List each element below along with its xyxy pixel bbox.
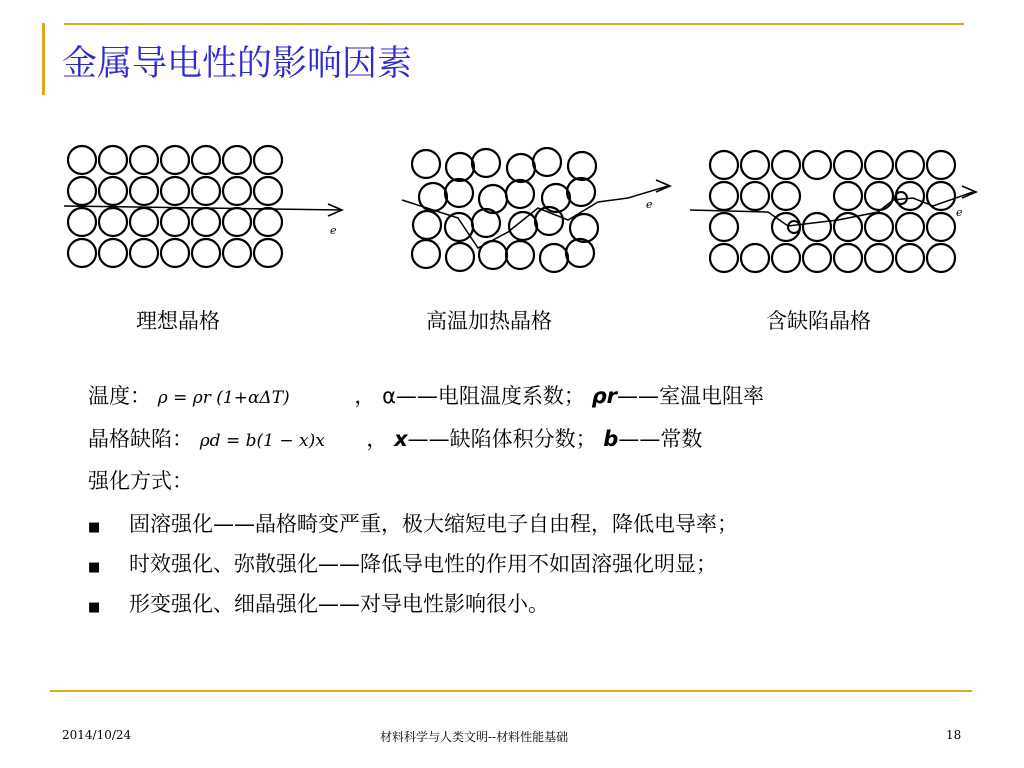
atom [506,241,534,269]
bullet-text: 固溶强化——晶格畸变严重，极大缩短电子自由程，降低电导率； [128,512,738,536]
atom [412,240,440,268]
atom [772,182,800,210]
electron-label: e [646,198,653,211]
atom [192,239,220,267]
temperature-formula: ρ = ρr (1+αΔT) [157,388,290,408]
atom [68,146,96,174]
atom [130,208,158,236]
electron-label: e [330,224,337,237]
footer-page-number: 18 [946,728,962,742]
high-temperature-lattice-figure [398,140,688,275]
arrow-head [962,186,976,198]
caption-ideal-lattice: 理想晶格 [136,309,220,333]
footer-rule [50,690,972,692]
atom [927,151,955,179]
footer-date: 2014/10/24 [62,728,132,742]
atom [446,243,474,271]
atom [772,151,800,179]
atom [413,211,441,239]
atom [803,213,831,241]
atom [772,244,800,272]
bullet-item [88,508,738,538]
atom [99,177,127,205]
b-term: b [603,427,619,451]
atom [412,150,440,178]
strengthening-heading: 强化方式： [88,469,193,493]
atom [803,151,831,179]
atom [161,239,189,267]
atom [741,151,769,179]
caption-defect-lattice: 含缺陷晶格 [766,309,871,333]
atom [130,239,158,267]
atom [472,149,500,177]
atom [710,151,738,179]
rho-r-definition: ——室温电阻率 [616,384,764,408]
bullet-text: 形变强化、细晶强化——对导电性影响很小。 [128,592,549,616]
ideal-lattice-figure [62,140,352,275]
atom [741,244,769,272]
defect-lattice-figure [688,140,988,275]
atom [68,177,96,205]
atom [834,151,862,179]
atom [161,208,189,236]
atom [741,182,769,210]
atom [68,208,96,236]
atom [472,209,500,237]
atom [865,182,893,210]
atom [192,146,220,174]
bullet-square-icon: ■ [88,560,101,575]
interstitial-atom [788,221,800,233]
atom [710,244,738,272]
alpha-definition: ——电阻温度系数； [395,384,585,408]
atom [927,213,955,241]
atom [161,177,189,205]
atom [567,178,595,206]
atom [568,152,596,180]
atom [99,208,127,236]
atom [896,182,924,210]
bullet-item [88,548,717,578]
atom [506,180,534,208]
atom [192,177,220,205]
atom [446,153,474,181]
atom [533,148,561,176]
atom [254,177,282,205]
atom [566,239,594,267]
bullet-text: 时效强化、弥散强化——降低导电性的作用不如固溶强化明显； [128,552,717,576]
temperature-line [88,380,764,410]
alpha-term: α [382,384,396,408]
atom [130,177,158,205]
atom [509,212,537,240]
temperature-comma: ， [354,384,376,408]
atom [865,244,893,272]
atom [865,213,893,241]
defect-label: 晶格缺陷： [88,427,193,451]
x-term: x [394,427,408,451]
atom [896,213,924,241]
electron-label: e [956,206,963,219]
atom [223,239,251,267]
temperature-label: 温度： [88,384,151,408]
atom [507,154,535,182]
atom [254,239,282,267]
atom [254,146,282,174]
footer-course: 材料科学与人类文明--材料性能基础 [380,730,569,744]
atom [710,182,738,210]
atom [445,179,473,207]
atom [896,244,924,272]
atom [865,151,893,179]
atom [223,177,251,205]
atom [99,146,127,174]
atom [223,146,251,174]
header-top-rule [64,23,964,25]
atom [161,146,189,174]
atom [834,182,862,210]
atom [834,244,862,272]
atom [68,239,96,267]
bullet-square-icon: ■ [88,600,101,615]
atom [223,208,251,236]
atom [927,244,955,272]
x-definition: ——缺陷体积分数； [407,427,597,451]
rho-r-term: ρr [591,384,617,408]
atom [803,244,831,272]
defect-comma: ， [366,427,388,451]
atom [710,213,738,241]
atom [896,151,924,179]
atom [99,239,127,267]
defect-line [88,423,702,453]
electron-path [690,192,973,226]
atom [130,146,158,174]
bullet-item [88,588,549,618]
atom [192,208,220,236]
defect-formula: ρd = b(1 − x)x [199,431,325,451]
header-left-bar [42,23,45,95]
caption-high-temperature-lattice: 高温加热晶格 [426,309,552,333]
b-definition: ——常数 [618,427,703,451]
atom [834,213,862,241]
atom [570,214,598,242]
atom [540,244,568,272]
bullet-square-icon: ■ [88,520,101,535]
atom [254,208,282,236]
slide-title: 金属导电性的影响因素 [62,44,413,84]
atom [445,213,473,241]
